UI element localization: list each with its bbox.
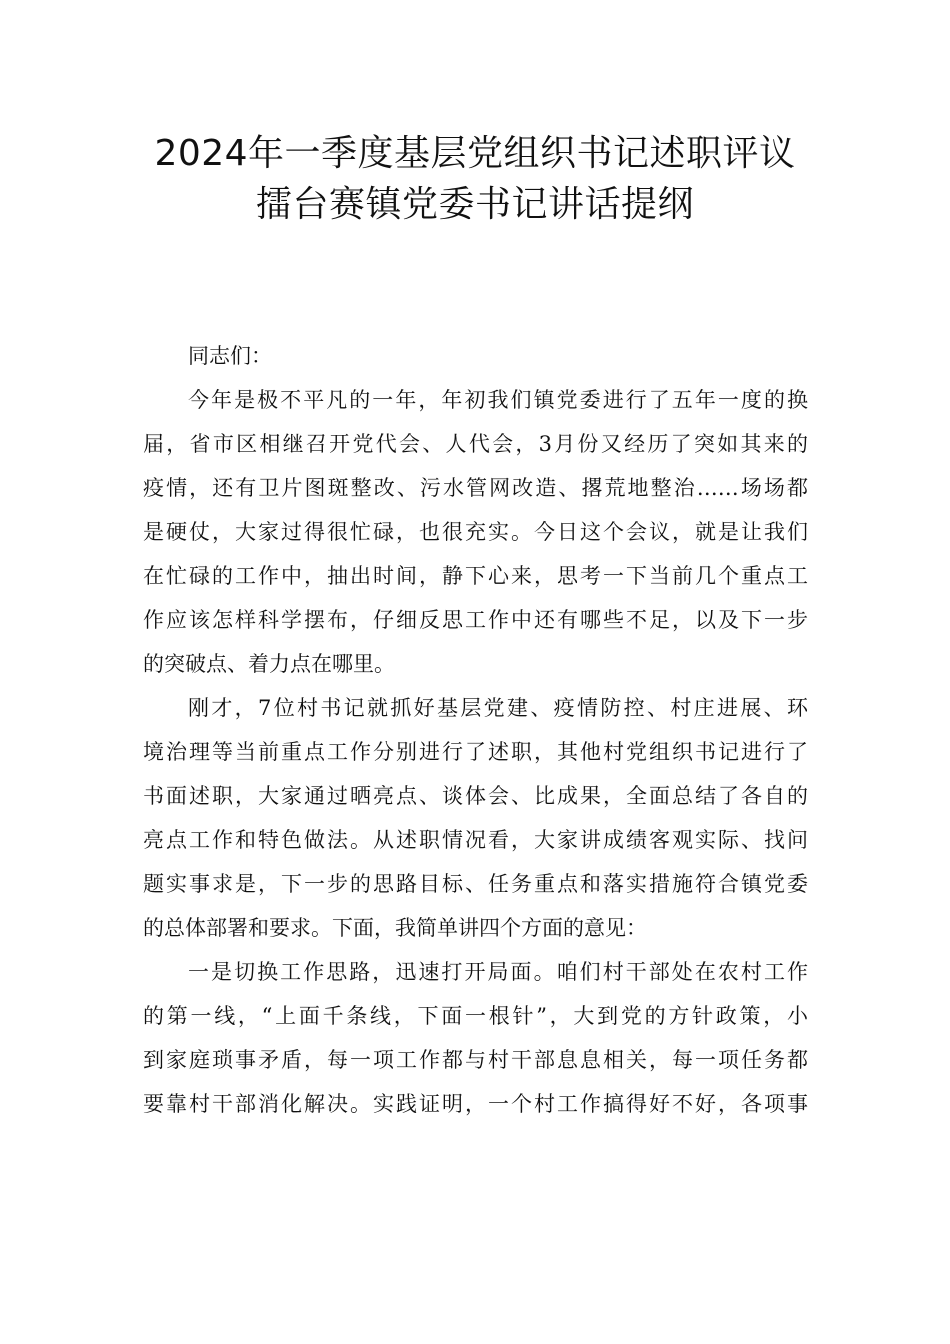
text-line: 今年是极不平凡的一年，年初我们镇党委进行了五年一度的换 [188,388,808,412]
text-line: 的总体部署和要求。下面，我简单讲四个方面的意见： [143,916,647,940]
body-paragraph-3 [143,950,808,1126]
text-line: 在忙碌的工作中，抽出时间，静下心来，思考一下当前几个重点工 [143,564,808,588]
text-line: 境治理等当前重点工作分别进行了述职，其他村党组织书记进行了 [143,740,808,764]
text-line: 一是切换工作思路，迅速打开局面。咱们村干部处在农村工作 [188,960,808,984]
body-paragraph-2 [143,686,808,950]
text-line: 要靠村干部消化解决。实践证明，一个村工作搞得好不好，各项事 [143,1092,808,1116]
text-line: 是硬仗，大家过得很忙碌，也很充实。今日这个会议，就是让我们 [143,520,808,544]
text-line: 的第一线，“上面千条线，下面一根针”，大到党的方针政策，小 [143,1004,808,1028]
title-line-1: 2024年一季度基层党组织书记述职评议 [154,133,796,174]
document-body [143,334,808,1126]
text-line: 书面述职，大家通过晒亮点、谈体会、比成果，全面总结了各自的 [143,784,808,808]
text-line: 疫情，还有卫片图斑整改、污水管网改造、撂荒地整治……场场都 [143,476,808,500]
text-line: 作应该怎样科学摆布，仔细反思工作中还有哪些不足，以及下一步 [143,608,808,632]
text-line: 同志们： [188,344,272,368]
text-line: 题实事求是，下一步的思路目标、任务重点和落实措施符合镇党委 [143,872,808,896]
text-line: 刚才，7位村书记就抓好基层党建、疫情防控、村庄进展、环 [188,696,808,720]
document-title [120,128,830,230]
text-line: 亮点工作和特色做法。从述职情况看，大家讲成绩客观实际、找问 [143,828,808,852]
body-paragraph-1 [143,378,808,686]
text-line: 届，省市区相继召开党代会、人代会，3月份又经历了突如其来的 [143,432,808,456]
salutation-paragraph [143,334,808,378]
text-line: 到家庭琐事矛盾，每一项工作都与村干部息息相关，每一项任务都 [143,1048,808,1072]
text-line: 的突破点、着力点在哪里。 [143,652,395,676]
title-line-2: 擂台赛镇党委书记讲话提纲 [255,184,694,225]
